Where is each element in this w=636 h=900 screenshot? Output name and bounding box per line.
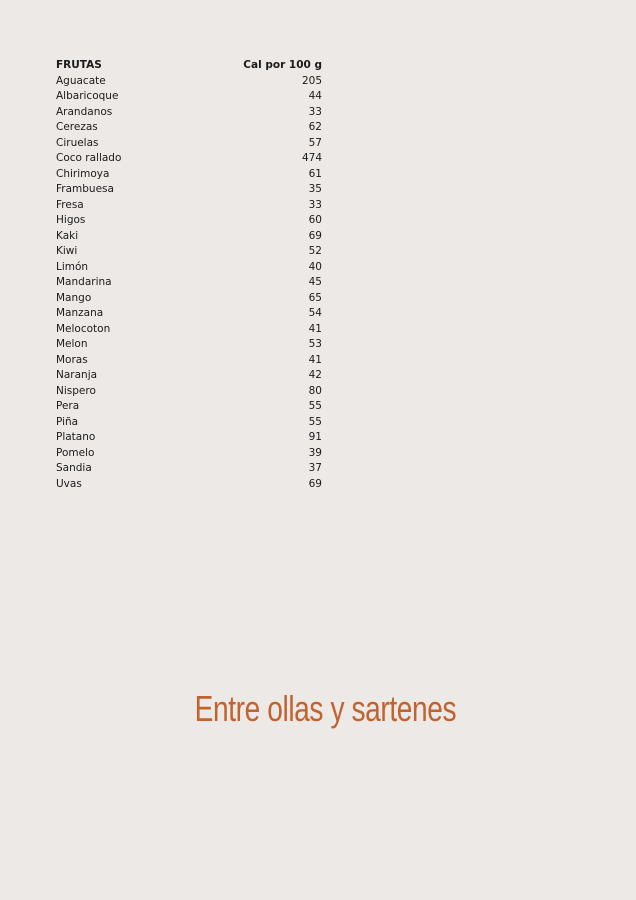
fruit-name-cell: Sandia [56,462,92,474]
fruit-calories-cell: 44 [308,90,322,102]
fruit-calories-cell: 54 [308,307,322,319]
table-row [56,120,322,136]
fruit-name-cell: Melocoton [56,322,111,335]
brand-title [0,688,636,730]
table-row [56,368,322,384]
brand-title-text: Entre ollas y sartenes [195,688,457,729]
fruit-name-cell: Pomelo [56,446,95,459]
fruit-name-cell: Arandanos [56,105,113,118]
fruit-name-cell: Aguacate [56,74,106,87]
table-row [56,151,322,167]
fruit-calories-cell: 33 [308,105,322,118]
fruit-name-cell: Kiwi [56,245,78,257]
fruit-name-cell: Mango [56,291,92,304]
fruit-name-cell: Frambuesa [56,183,114,195]
fruit-name-cell: Pera [56,400,80,412]
fruit-name-cell: Cerezas [56,121,98,133]
table-row [56,105,322,121]
table-row [56,136,322,152]
fruit-calories-cell: 60 [308,214,322,226]
fruit-calories-cell: 61 [308,167,322,180]
table-row [56,260,322,276]
table-row [56,446,322,462]
fruit-name-cell: Ciruelas [56,136,99,149]
fruit-name-cell: Melon [56,338,88,350]
header-calories: Cal por 100 g [243,59,322,71]
table-row [56,399,322,415]
fruit-name-cell: Albaricoque [56,90,119,102]
table-row [56,275,322,291]
fruit-calories-cell: 69 [308,229,322,242]
fruit-calories-cell: 57 [308,136,322,149]
fruit-calories-cell: 41 [308,322,322,335]
table-row [56,322,322,338]
table-row [56,198,322,214]
fruit-name-cell: Moras [56,353,88,366]
fruit-name-cell: Nispero [56,384,96,397]
fruit-name-cell: Piña [56,415,79,428]
header-fruit-name: FRUTAS [56,59,102,71]
fruit-calories-cell: 37 [308,462,322,474]
fruit-calories-cell: 205 [301,74,322,87]
table-row [56,306,322,322]
fruit-calories-cell: 62 [308,121,322,133]
fruit-calories-cell: 40 [308,260,322,273]
fruit-calories-cell: 69 [308,477,322,490]
table-row [56,244,322,260]
table-row [56,74,322,90]
table-header-row [56,58,322,74]
fruit-calories-cell: 65 [308,291,322,304]
fruit-calories-cell: 474 [301,152,322,164]
fruit-calories-cell: 33 [308,198,322,211]
table-row [56,167,322,183]
table-row [56,337,322,353]
fruit-name-cell: Naranja [56,369,98,381]
table-row [56,353,322,369]
table-row [56,461,322,477]
fruit-calories-cell: 45 [308,276,322,288]
table-row [56,384,322,400]
fruit-calories-cell: 52 [308,245,322,257]
fruit-name-cell: Manzana [56,307,104,319]
fruit-name-cell: Chirimoya [56,167,110,180]
fruit-calories-cell: 55 [308,400,322,412]
fruit-calories-cell: 80 [308,384,322,397]
fruit-name-cell: Limón [56,260,89,273]
fruit-name-cell: Platano [56,431,96,443]
table-row [56,182,322,198]
table-row [56,477,322,493]
fruit-name-cell: Fresa [56,198,84,211]
fruit-calories-cell: 41 [308,353,322,366]
table-row [56,89,322,105]
fruit-name-cell: Higos [56,214,86,226]
fruit-calories-cell: 53 [308,338,322,350]
fruit-name-cell: Mandarina [56,276,112,288]
fruit-calories-cell: 35 [308,183,322,195]
table-row [56,291,322,307]
fruit-calories-cell: 39 [308,446,322,459]
table-row [56,229,322,245]
fruit-calories-cell: 42 [308,369,322,381]
table-row [56,430,322,446]
fruit-name-cell: Coco rallado [56,152,122,164]
fruit-calories-cell: 91 [308,431,322,443]
fruit-calories-cell: 55 [308,415,322,428]
fruit-name-cell: Kaki [56,229,79,242]
table-row [56,213,322,229]
fruit-calories-table [56,58,322,492]
table-row [56,415,322,431]
table-body [56,74,322,493]
fruit-name-cell: Uvas [56,477,82,490]
